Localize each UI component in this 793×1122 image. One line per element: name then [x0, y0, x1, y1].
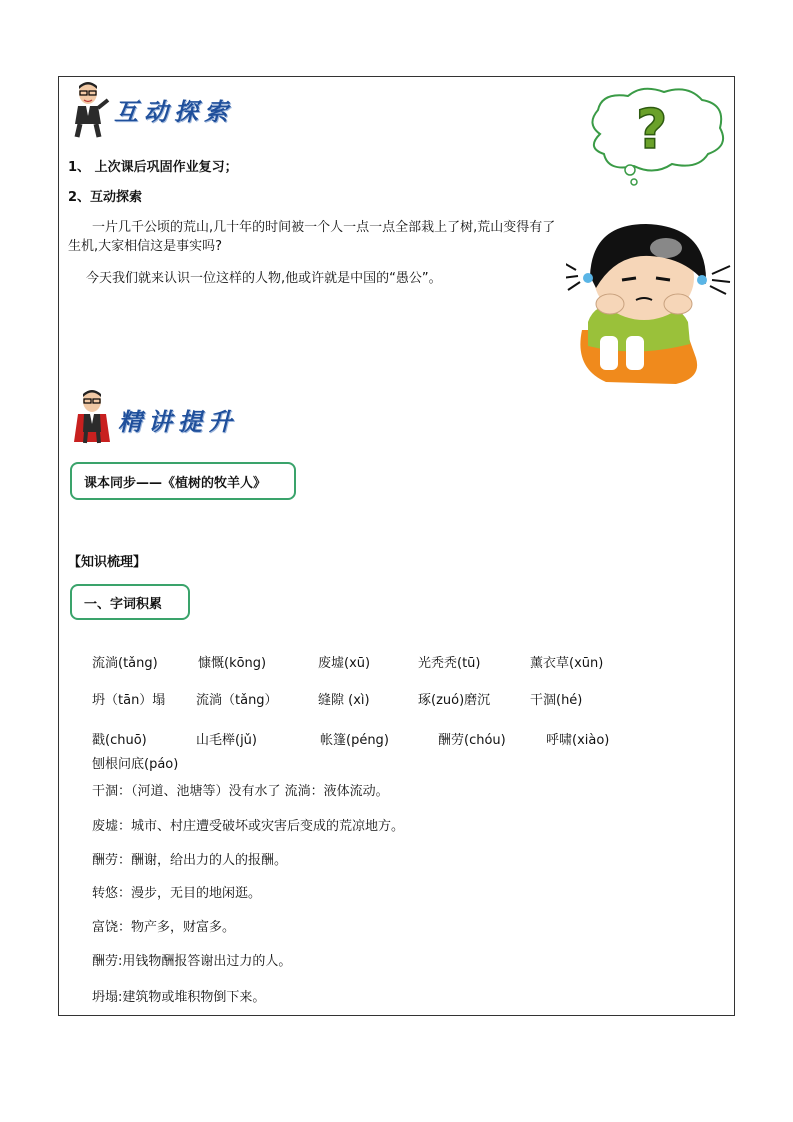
vocab-r1-5: 薰衣草(xūn) — [530, 656, 604, 671]
vocab-r3-1: 戳(chuō) — [92, 733, 147, 748]
page-title-interactive-explore: 互动探索 — [114, 97, 234, 126]
definition-6: 酬劳:用钱物酬报答谢出过力的人。 — [92, 954, 292, 969]
lesson-sync-box — [70, 462, 296, 500]
vocab-r2-5: 干涸(hé) — [530, 693, 583, 708]
knowledge-title: 【知识梳理】 — [68, 555, 147, 570]
item-interactive-explore: 2、互动探索 — [68, 190, 143, 205]
vocab-r3-2: 山毛榉(jǔ) — [196, 733, 257, 748]
vocab-r3-4: 酬劳(chóu) — [438, 733, 506, 748]
vocab-r2-2: 流淌（tǎng） — [196, 693, 278, 708]
thinking-girl-icon — [566, 218, 732, 388]
vocab-box — [70, 584, 190, 620]
definition-2: 废墟：城市、村庄遭受破坏或灾害后变成的荒凉地方。 — [92, 819, 405, 834]
vocab-r1-1: 流淌(tǎng) — [92, 656, 158, 671]
vocab-r4-1: 刨根问底(páo) — [92, 757, 179, 772]
item-homework-review: 1、 上次课后巩固作业复习； — [68, 160, 238, 175]
question-cloud-icon — [580, 84, 730, 188]
intro-paragraph-2: 今天我们就来认识一位这样的人物,他或许就是中国的“愚公”。 — [86, 271, 442, 286]
vocab-r1-2: 慷慨(kōng) — [198, 656, 267, 671]
lesson-sync-label: 课本同步——《植树的牧羊人》 — [84, 475, 267, 491]
teacher-cape-icon — [72, 388, 112, 444]
definition-7: 坍塌:建筑物或堆积物倒下来。 — [92, 990, 266, 1005]
svg-text:?: ? — [636, 98, 668, 161]
teacher-pointing-icon — [68, 80, 112, 138]
definition-3: 酬劳：酬谢，给出力的人的报酬。 — [92, 853, 288, 868]
vocab-r3-5: 呼啸(xiào) — [546, 733, 610, 748]
vocab-r2-4: 琢(zuó)磨沉 — [418, 693, 491, 708]
vocab-r1-4: 光秃秃(tū) — [418, 656, 481, 671]
vocab-box-label: 一、字词积累 — [84, 596, 163, 612]
vocab-r2-3: 缝隙 (xì) — [318, 693, 370, 708]
definition-5: 富饶：物产多，财富多。 — [92, 920, 236, 935]
intro-paragraph-line1: 一片几千公顷的荒山,几十年的时间被一个人一点一点全部栽上了树,荒山变得有了 — [92, 220, 556, 235]
intro-paragraph-line2: 生机,大家相信这是事实吗? — [68, 239, 223, 254]
definition-4: 转悠：漫步，无目的地闲逛。 — [92, 886, 262, 901]
vocab-r2-1: 坍（tān）塌 — [92, 693, 166, 708]
vocab-r3-3: 帐篷(péng) — [320, 733, 389, 748]
vocab-r1-3: 废墟(xū) — [318, 656, 371, 671]
definition-1: 干涸：（河道、池塘等）没有水了 流淌：液体流动。 — [92, 784, 389, 799]
page-title-focused-lecture: 精讲提升 — [118, 407, 238, 436]
